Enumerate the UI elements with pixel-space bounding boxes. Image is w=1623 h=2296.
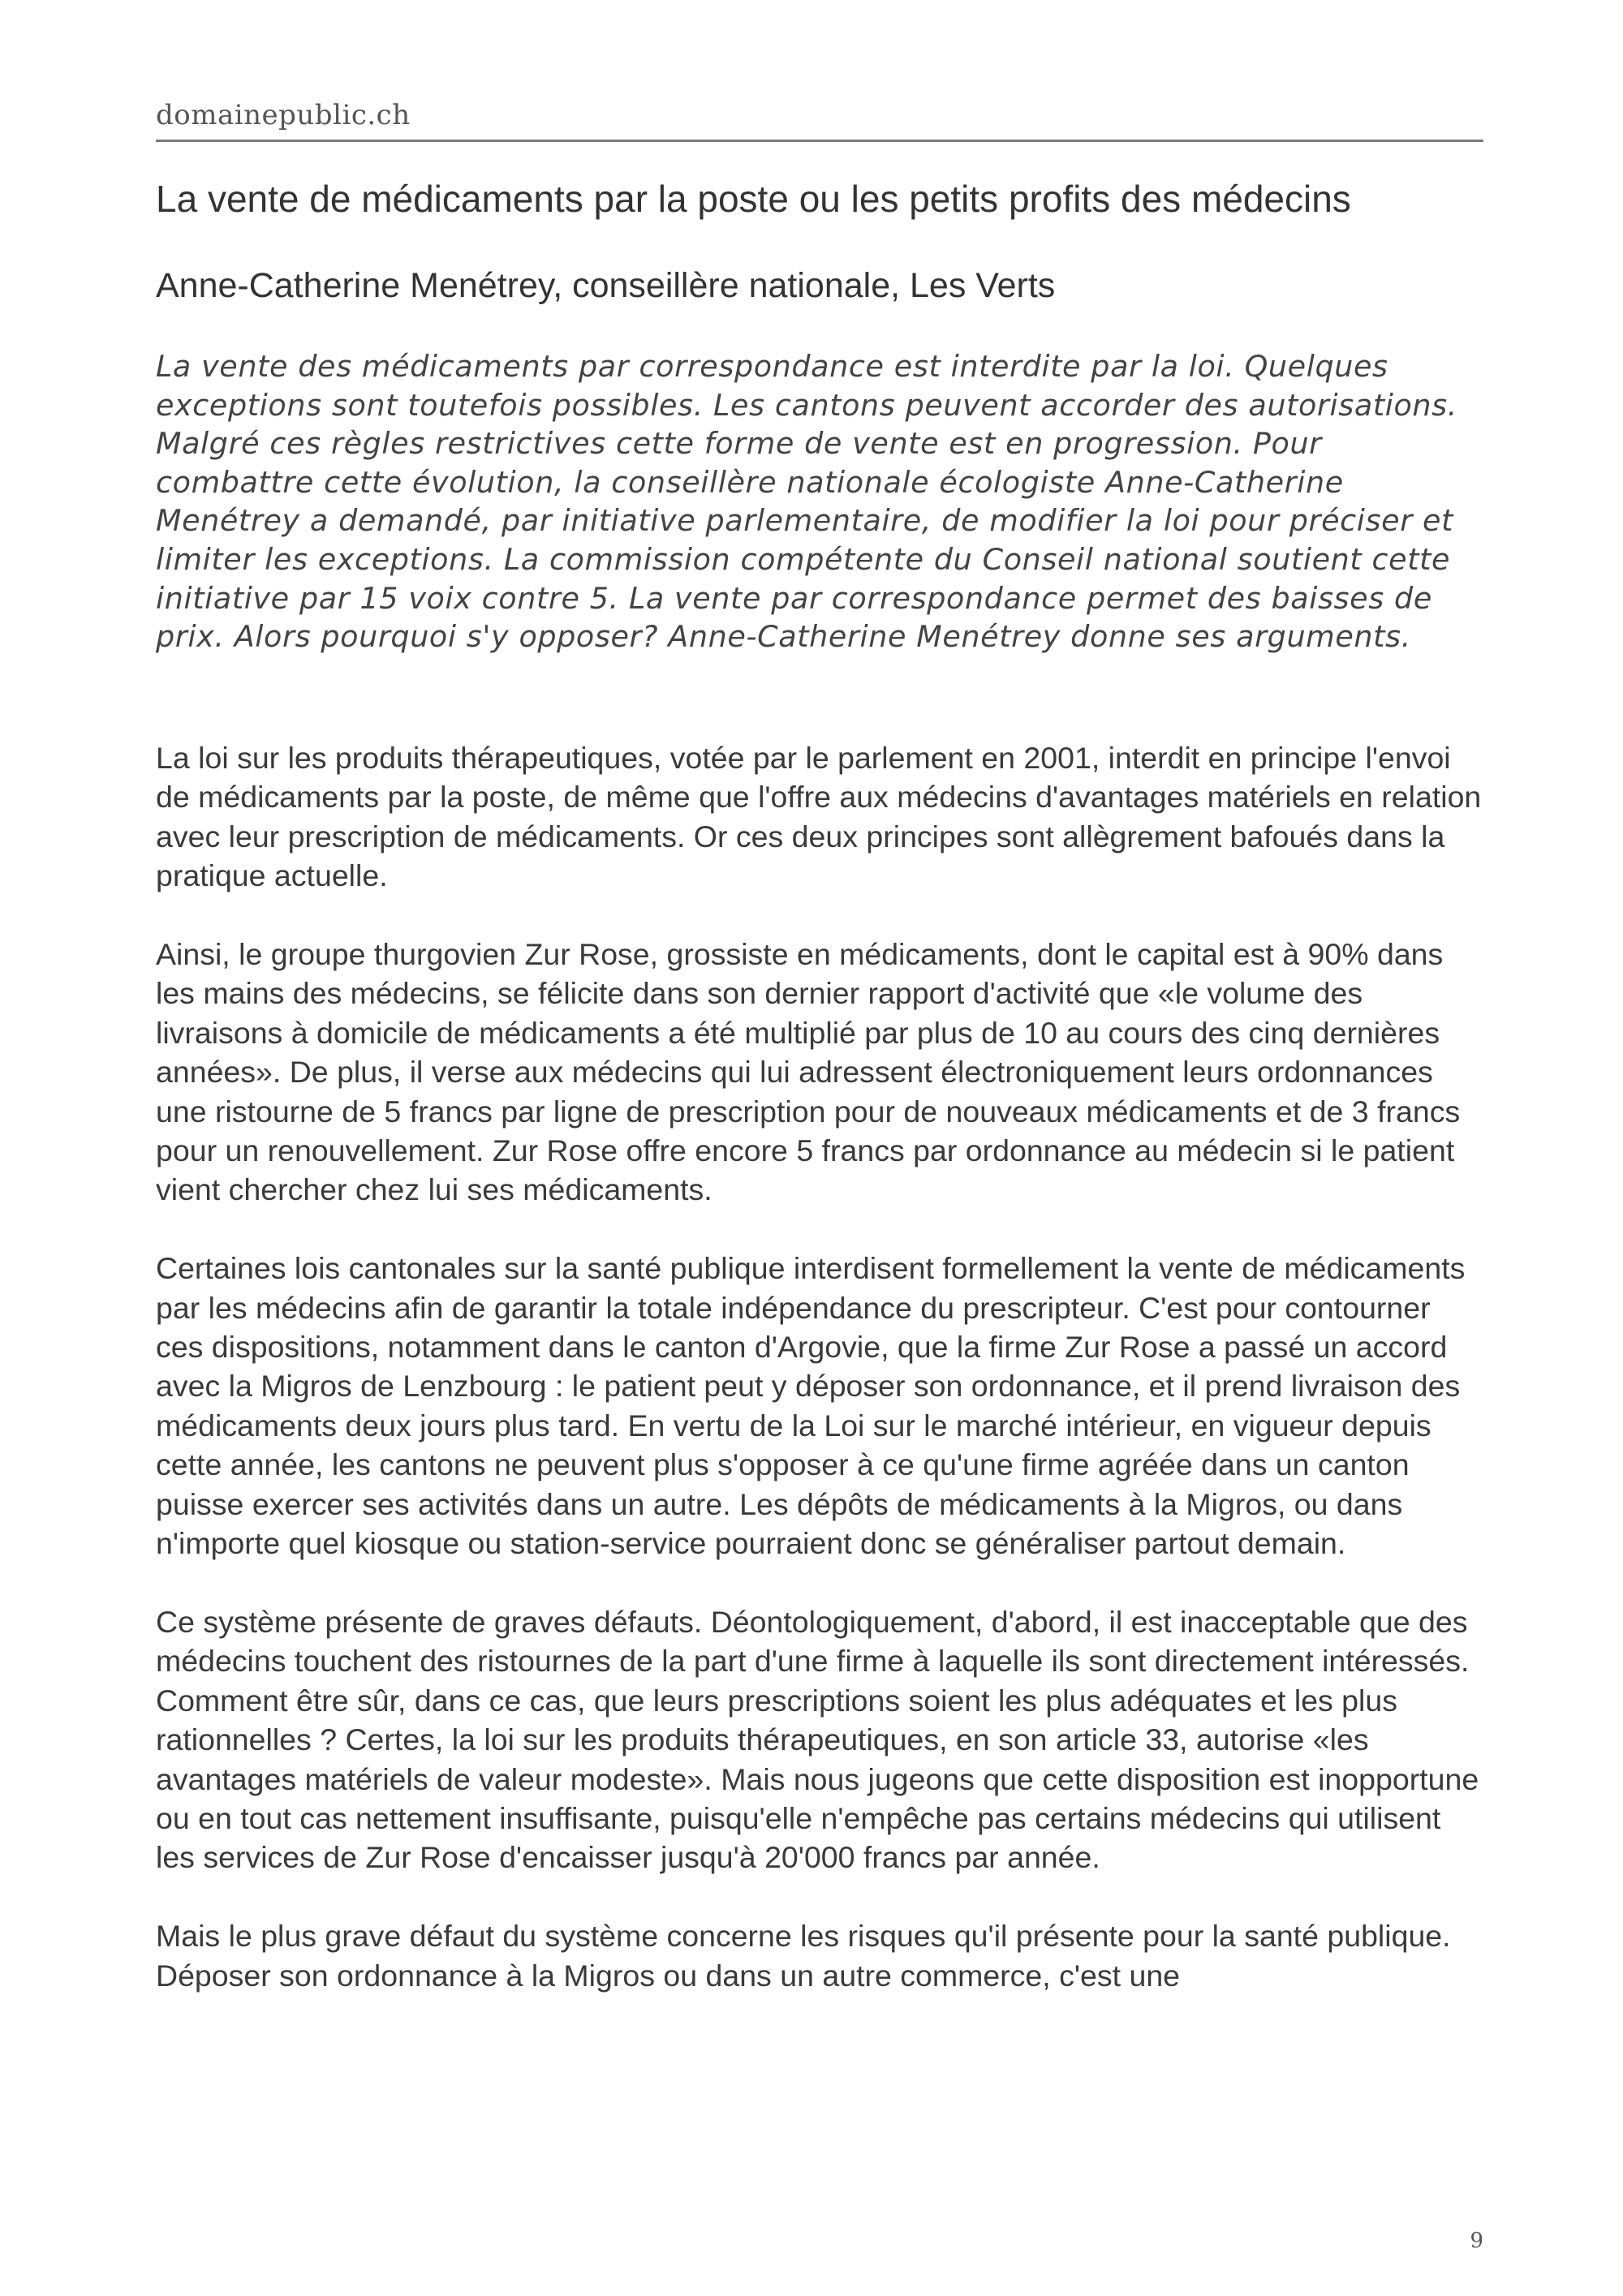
site-header — [156, 99, 1483, 142]
body-paragraph: Ainsi, le groupe thurgovien Zur Rose, grossiste en médicaments, dont le capital est à 90% dans les mains des médecins, se félicite dans son dernier rapport d'activité que «le volume des livraisons à domicile de médicaments a été multiplié par plus de 10 au cours des cinq dernières années». De plus, il verse aux médecins qui lui adressent électroniquement leurs ordonnances une ristourne de 5 francs par ligne de prescription pour de nouveaux médicaments et de 3 francs pour un renouvellement. Zur Rose offre encore 5 francs par ordonnance au médecin si le patient vient chercher chez lui ses médicaments. — [156, 937, 1461, 1207]
article-title: La vente de médicaments par la poste ou les petits profits des médecins — [156, 178, 1351, 220]
page-number: 9 — [1470, 2229, 1483, 2253]
body-paragraph: La loi sur les produits thérapeutiques, votée par le parlement en 2001, interdit en principe l'envoi de médicaments par la poste, de même que l'offre aux médecins d'avantages matériels en relation avec leur prescription de médicaments. Or ces deux principes sont allègrement bafoués dans la pratique actuelle. — [156, 741, 1482, 893]
article-body — [156, 738, 1483, 2034]
article-lead: La vente des médicaments par correspondance est interdite par la loi. Quelques exceptions sont toutefois possibles. Les cantons peuvent accorder des autorisations. Malgré ces règles restrictives cette forme de vente est en progression. Pour combattre cette évolution, la conseillère nationale écologiste Anne-Catherine Menétrey a demandé, par initiative parlementaire, de modifier la loi pour préciser et limiter les exceptions. La commission compétente du Conseil national soutient cette initiative par 15 voix contre 5. La vente par correspondance permet des baisses de prix. Alors pourquoi s'y opposer? Anne-Catherine Menétrey donne ses arguments. — [156, 349, 1457, 655]
body-paragraph: Certaines lois cantonales sur la santé publique interdisent formellement la vente de médicaments par les médecins afin de garantir la totale indépendance du prescripteur. C'est pour contourner ces dispositions, notamment dans le canton d'Argovie, que la firme Zur Rose a passé un accord avec la Migros de Lenzbourg : le patient peut y déposer son ordonnance, et il prend livraison des médicaments deux jours plus tard. En vertu de la Loi sur le marché intérieur, en vigueur depuis cette année, les cantons ne peuvent plus s'opposer à ce qu'une firme agréée dans un canton puisse exercer ses activités dans un autre. Les dépôts de médicaments à la Migros, ou dans n'importe quel kiosque ou station-service pourraient donc se généraliser partout demain. — [156, 1251, 1466, 1561]
article-author: Anne-Catherine Menétrey, conseillère nationale, Les Verts — [156, 266, 1056, 305]
body-paragraph: Ce système présente de graves défauts. Déontologiquement, d'abord, il est inacceptable que des médecins touchent des ristournes de la part d'une firme à laquelle ils sont directement intéressés. Comment être sûr, dans ce cas, que leurs prescriptions soient les plus adéquates et les plus rationnelles ? Certes, la loi sur les produits thérapeutiques, en son article 33, autorise «les avantages matériels de valeur modeste». Mais nous jugeons que cette disposition est inopportune ou en tout cas nettement insuffisante, puisqu'elle n'empêche pas certains médecins qui utilisent les services de Zur Rose d'encaisser jusqu'à 20'000 francs par année. — [156, 1604, 1479, 1875]
body-paragraph: Mais le plus grave défaut du système concerne les risques qu'il présente pour la santé publique. Déposer son ordonnance à la Migros ou dans un autre commerce, c'est une — [156, 1919, 1451, 1993]
site-name[interactable]: domainepublic.ch — [156, 99, 411, 131]
